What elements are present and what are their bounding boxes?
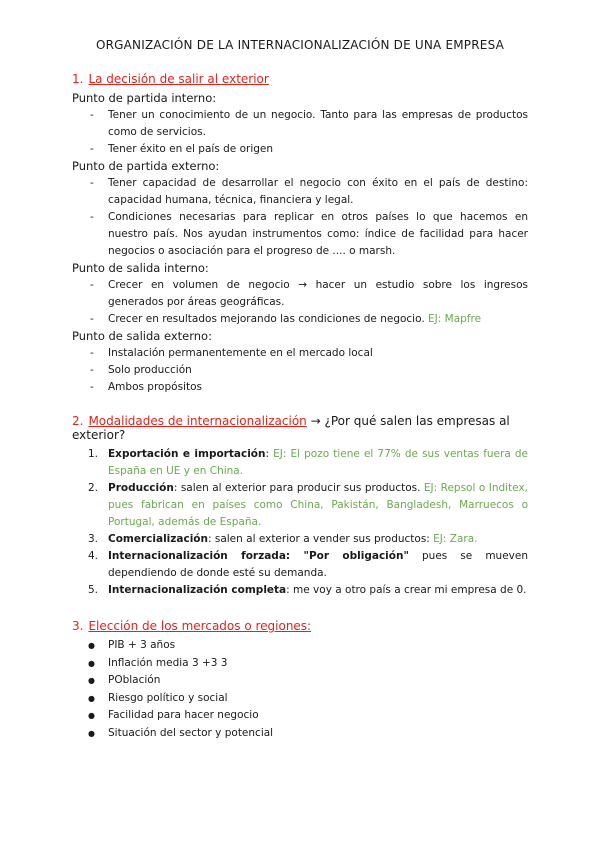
section-3-heading — [72, 619, 528, 633]
list-item — [72, 582, 528, 599]
list-item: - Crecer en volumen de negocio → hacer un estudio sobre los ingresos generados por áreas geográficas. — [72, 277, 528, 311]
list-item: - Condiciones necesarias para replicar en otros países lo que hacemos en nuestro país. Nos ayudan instrumentos como: índice de facilidad para hacer negocios o asociación para el progreso de .... o marsh. — [72, 209, 528, 260]
item-number: 4. — [88, 550, 99, 562]
list-item: - Tener un conocimiento de un negocio. Tanto para las empresas de productos como de servicios. — [72, 107, 528, 141]
list-item: ● Situación del sector y potencial — [72, 725, 528, 743]
document-title: ORGANIZACIÓN DE LA INTERNACIONALIZACIÓN DE UNA EMPRESA — [95, 38, 505, 52]
item-term: Exportación e importación — [108, 448, 266, 460]
item-term: Comercialización — [108, 533, 208, 545]
example-text: EJ: Zara. — [433, 533, 478, 545]
item-number: 1. — [88, 448, 99, 460]
section-1-title: La decisión de salir al exterior — [88, 72, 269, 86]
dash-list — [72, 175, 528, 260]
list-item-text: Crecer en resultados mejorando las condiciones de negocio. — [108, 313, 429, 325]
item-number: 2. — [88, 482, 99, 494]
item-text: : me voy a otro país a crear mi empresa de 0. — [286, 584, 527, 596]
group-label: Punto de partida interno: — [72, 91, 217, 105]
section-2-heading — [72, 414, 528, 442]
list-item: ● Inflación media 3 +3 3 — [72, 655, 528, 673]
item-text: : salen al exterior para producir sus productos. — [173, 482, 424, 494]
item-number: 3. — [88, 533, 99, 545]
section-2-number: 2. — [72, 414, 84, 428]
section-3-title: Elección de los mercados o regiones: — [88, 619, 312, 633]
list-item — [72, 311, 528, 328]
list-item: - Instalación permanentemente en el mercado local — [72, 345, 528, 362]
list-item: - Tener capacidad de desarrollar el negocio con éxito en el país de destino: capacidad humana, técnica, financiera y legal. — [72, 175, 528, 209]
section-1-heading — [72, 72, 528, 86]
dash-list — [72, 345, 528, 396]
list-item — [72, 548, 528, 582]
section-2-question: → ¿Por qué salen las empresas al exterior? — [72, 414, 510, 442]
list-item: ● POblación — [72, 672, 528, 690]
list-item: - Tener éxito en el país de origen — [72, 141, 528, 158]
section-1-number: 1. — [72, 72, 84, 86]
item-term: Producción — [108, 482, 174, 494]
numbered-list — [72, 446, 528, 599]
example-text: EJ: Mapfre — [428, 313, 482, 325]
list-item: ● Facilidad para hacer negocio — [72, 707, 528, 725]
list-item: ● Riesgo político y social — [72, 690, 528, 708]
item-text: : salen al exterior a vender sus productos: — [207, 533, 434, 545]
group-label: Punto de salida interno: — [72, 261, 209, 275]
list-item: - Solo producción — [72, 362, 528, 379]
group-label: Punto de salida externo: — [72, 329, 212, 343]
item-text: pues se mueven dependiendo de donde esté su demanda. — [108, 550, 528, 579]
list-item — [72, 531, 528, 548]
list-item — [72, 446, 528, 480]
item-term: Internacionalización completa — [108, 584, 287, 596]
list-item: ● PIB + 3 años — [72, 637, 528, 655]
example-text: EJ: El pozo tiene el 77% de sus ventas fuera de España en UE y en China. — [108, 448, 528, 477]
dash-list — [72, 277, 528, 328]
dash-list — [72, 107, 528, 158]
section-2-title: Modalidades de internacionalización — [88, 414, 307, 428]
group-label: Punto de partida externo: — [72, 159, 220, 173]
bullet-list — [72, 637, 528, 742]
item-term: Internacionalización forzada: "Por obligación" — [108, 550, 409, 562]
item-text: : — [265, 448, 274, 460]
list-item — [72, 480, 528, 531]
list-item: - Ambos propósitos — [72, 379, 528, 396]
section-3-number: 3. — [72, 619, 84, 633]
item-number: 5. — [88, 584, 99, 596]
example-text: EJ: Repsol o Inditex, pues fabrican en países como China, Pakistán, Bangladesh, Marruecos o Portugal, además de España. — [108, 482, 528, 528]
